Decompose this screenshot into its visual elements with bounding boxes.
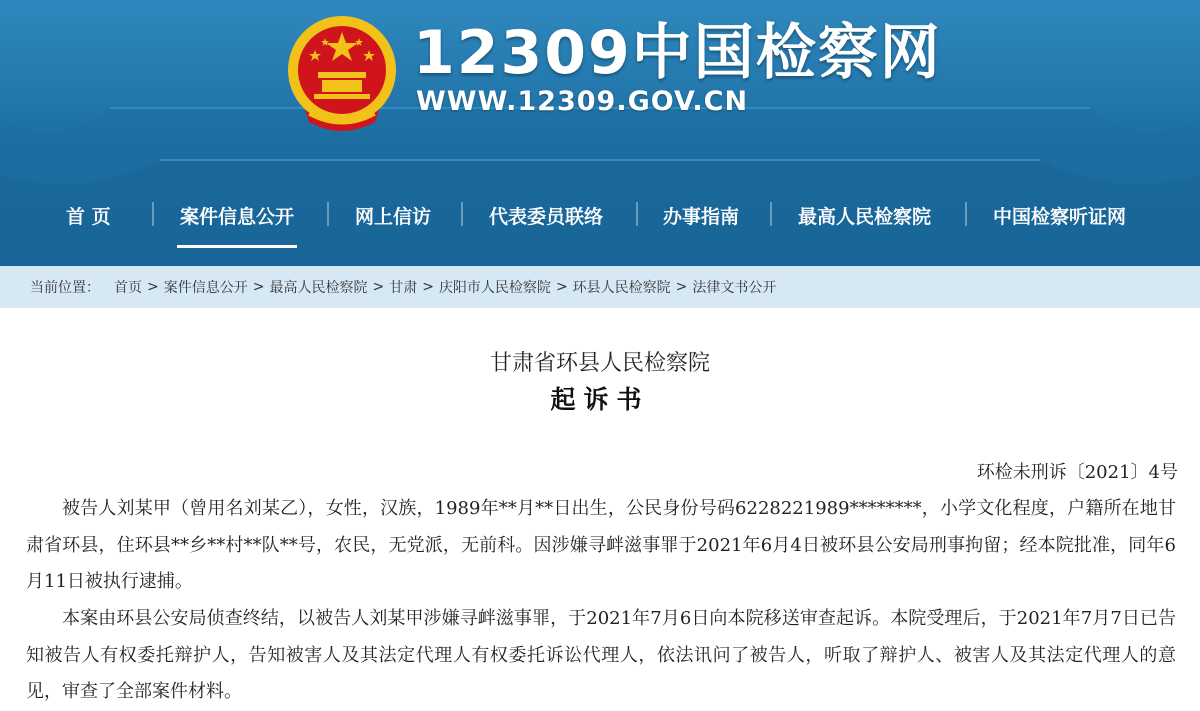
breadcrumb-home[interactable]: 首页 — [114, 280, 142, 296]
national-emblem-icon — [285, 10, 400, 135]
breadcrumb-huanxian[interactable]: 环县人民检察院 — [572, 280, 671, 296]
breadcrumb-label: 当前位置： — [30, 280, 100, 296]
nav-item-deputy-liaison[interactable]: 代表委员联络 — [489, 206, 604, 228]
breadcrumb-separator: > — [252, 279, 265, 295]
breadcrumb-separator: > — [372, 279, 385, 295]
nav-divider — [770, 202, 772, 226]
nav-divider — [636, 202, 638, 226]
breadcrumb-gansu[interactable]: 甘肃 — [389, 280, 418, 296]
nav-item-guide[interactable]: 办事指南 — [663, 206, 740, 228]
case-number: 环检未刑诉〔2021〕4号 — [976, 462, 1178, 483]
nav-divider — [327, 202, 329, 226]
site-header — [0, 0, 1200, 266]
nav-divider — [461, 202, 463, 226]
breadcrumb-qingyang[interactable]: 庆阳市人民检察院 — [438, 280, 551, 296]
document-paragraph: 本案由环县公安局侦查终结，以被告人刘某甲涉嫌寻衅滋事罪，于2021年7月6日向本院移送审查起诉。本院受理后，于2021年7月7日已告知被告人有权委托辩护人，告知被害人及其法定代理人有权委托诉讼代理人，依法讯问了被告人，听取了辩护人、被害人及其法定代理人的意见，审查了全部案件材料。 — [26, 608, 1176, 702]
document-paragraph: 被告人刘某甲（曾用名刘某乙），女性，汉族，1989年**月**日出生，公民身份号码6228221989********，小学文化程度，户籍所在地甘肃省环县，住环县**乡**村**队**号，农民，无党派，无前科。因涉嫌寻衅滋事罪于2021年6月4日被环县公安局刑事拘留；经本院批准，同年6月11日被执行逮捕。 — [26, 498, 1176, 592]
site-title[interactable]: 12309中国检察网 — [413, 18, 942, 88]
nav-item-home[interactable]: 首 页 — [66, 206, 111, 228]
site-url[interactable]: WWW.12309.GOV.CN — [416, 86, 749, 117]
main-nav — [0, 188, 1200, 244]
document-body — [0, 308, 1200, 702]
breadcrumb-separator: > — [555, 279, 568, 295]
breadcrumb-legal-docs[interactable]: 法律文书公开 — [692, 280, 777, 296]
breadcrumb-separator: > — [675, 279, 688, 295]
breadcrumb-case-info[interactable]: 案件信息公开 — [163, 280, 248, 296]
nav-item-online-petition[interactable]: 网上信访 — [355, 206, 432, 228]
breadcrumb-spp[interactable]: 最高人民检察院 — [269, 280, 368, 296]
document-title: 起诉书 — [550, 385, 650, 414]
nav-divider — [965, 202, 967, 226]
nav-item-case-info[interactable]: 案件信息公开 — [180, 202, 294, 229]
nav-item-hearing-network[interactable]: 中国检察听证网 — [993, 206, 1127, 228]
breadcrumb — [0, 266, 1200, 308]
nav-item-spp[interactable]: 最高人民检察院 — [798, 206, 932, 228]
breadcrumb-separator: > — [422, 279, 434, 295]
breadcrumb-separator: > — [147, 279, 159, 295]
nav-divider — [152, 202, 154, 226]
document-org: 甘肃省环县人民检察院 — [489, 351, 710, 376]
